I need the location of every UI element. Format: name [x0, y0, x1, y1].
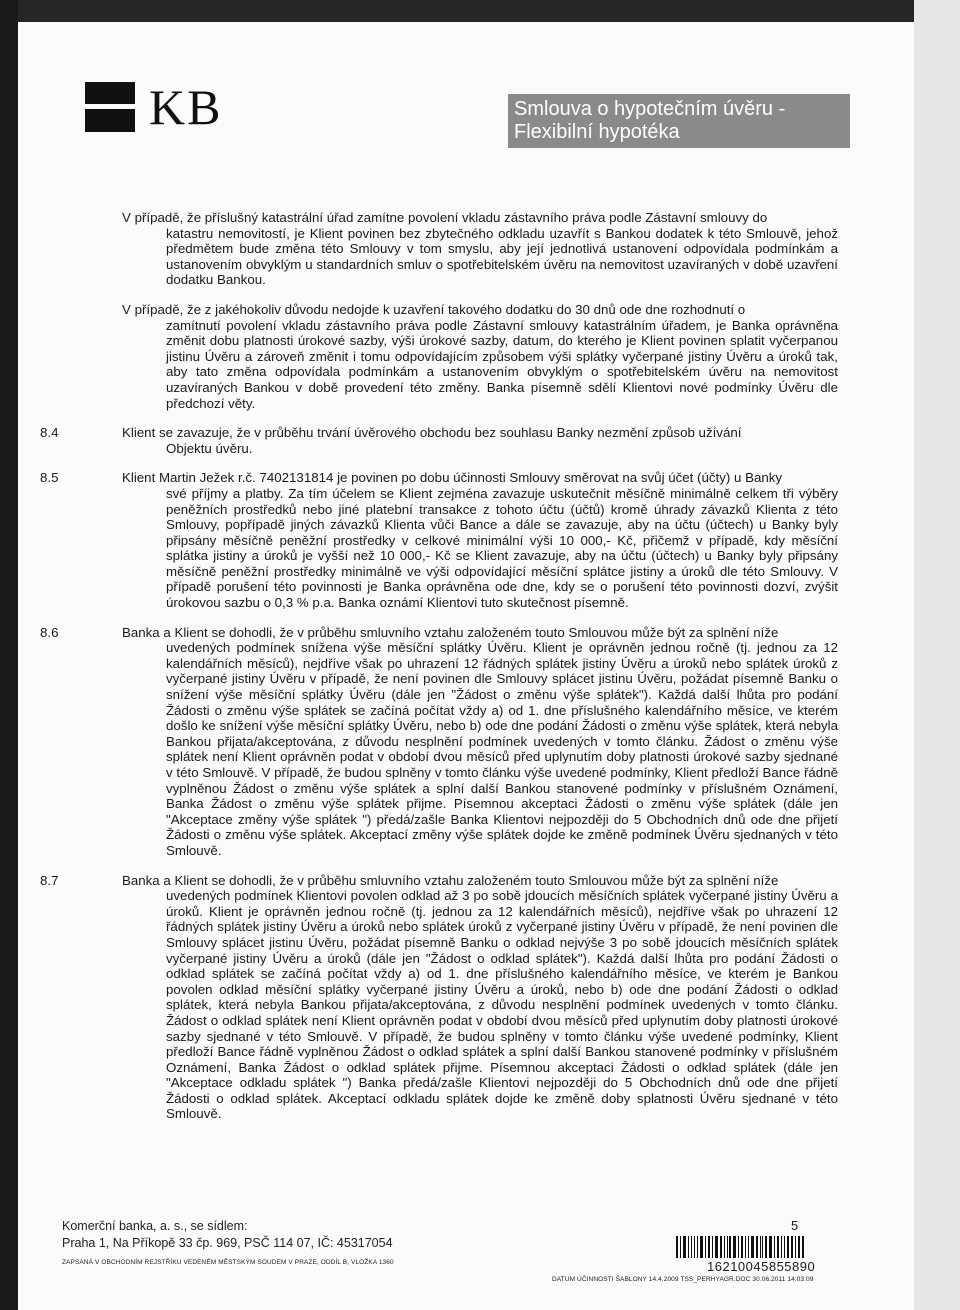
- paragraph-2: [122, 302, 838, 411]
- scan-edge-top: [0, 0, 960, 22]
- template-meta: DATUM ÚČINNOSTI ŠABLONY 14.4.2009 TSS_PERHYAGR.DOC 30.06.2011 14:03:09: [552, 1276, 814, 1283]
- clause-first-line: Klient se zavazuje, že v průběhu trvání úvěrového obchodu bez souhlasu Banky nezmění způsob užívání: [122, 425, 742, 441]
- document-body: [40, 210, 838, 1136]
- clause-8-4: [40, 425, 838, 456]
- clause-first-line: Banka a Klient se dohodli, že v průběhu smluvního vztahu založeném touto Smlouvou může být za splnění níže: [122, 872, 779, 888]
- clause-8-6: [40, 624, 838, 859]
- clause-first-line: Klient Martin Ježek r.č. 7402131814 je povinen po dobu účinnosti Smlouvy směrovat na svůj účet (účty) u Banky: [122, 470, 783, 486]
- barcode-number: 16210045855890: [707, 1259, 816, 1274]
- paragraph-2-text: zamítnutí povolení vkladu zástavního práva podle Zástavní smlouvy katastrálním úřadem, je Banka oprávněna změnit dobu platnosti úrokové sazby, výši úrokové sazby, datum, do kterého je Klient povinen splatit vyčerpanou jistinu Úvěru a zároveň změnit i tomu odpovídajícím způsobem výši splátky vyčerpané jistiny Úvěru a úroků tak, aby tato změna odpovídala podmínkám a ustanovením obvyklým o spotřebitelském úvěru na nemovitost uzavíraných Bankou v době provedení této změny. Banka písemně sdělí Klientovi nové podmínky Úvěru dle předchozí věty.: [166, 317, 838, 411]
- scan-edge-right: [914, 0, 960, 1310]
- clause-text: Objektu úvěru.: [166, 440, 253, 456]
- clause-text: uvedených podmínek Klientovi povolen odklad až 3 po sobě jdoucích měsíčních splátek vyčerpané jistiny Úvěru a úroků. Klient je oprávněn jednou ročně (tj. jednou za 12 kalendářních měsíců), nejdříve však po uhrazení 12 řádných splátek jistiny Úvěru a úroků nebo splátek úroků z vyčerpané jistiny Úvěru v případě, že není povinen dle Smlouvy splácet jistinu Úvěru, požádat písemně Banku o odklad nejvýše 3 po sobě jdoucích měsíčních splátek vyčerpané jistiny Úvěru a úroků (dále jen "Žádost o odklad splátek"). Každá další lhůta pro podání Žádosti o odklad splátek se začíná počítat vždy a) od 1. dne příslušného kalendářního měsíce, ve kterém je Bankou povolen odklad měsíční splátky vyčerpané jistiny Úvěru a úroků, nebo b) ode dne podání Žádosti o odklad splátek, která nebyla Bankou přijata/akceptována, z důvodu nesplnění podmínek uvedených v tomto článku. Žádost o odklad splátek není Klient oprávněn podat v období dvou měsíců před uplynutím doby platnosti úrokové sazby sjednané v této Smlouvě. V případě, že budou splněny v tomto článku výše uvedené podmínky, Klient předloží Bance řádně vyplněnou Žádost o odklad splátek a splní další Bankou stanovené podmínky v příslušném Oznámení, Banka Žádost o odklad splátek přijme. Písemnou akceptaci Žádosti o odklad splátek (dále jen "Akceptace odkladu splátek ") Banka předá/zašle Klientovi nejpozději do 5 Obchodních dnů ode dne přijetí Žádosti o odklad splátek. Akceptací odkladu splátek dojde ke změně doby splatnosti Úvěru sjednané v této Smlouvě.: [166, 888, 838, 1122]
- page-number: 5: [791, 1218, 799, 1233]
- paragraph-1: [122, 210, 838, 288]
- document-title: Smlouva o hypotečním úvěru - Flexibilní hypotéka: [508, 94, 850, 148]
- footer-bank-name: Komerční banka, a. s., se sídlem:: [62, 1219, 248, 1233]
- clause-8-7: [40, 872, 838, 1123]
- clause-number: 8.7: [40, 872, 59, 888]
- barcode-icon: [676, 1236, 806, 1258]
- footer-bank-info: [62, 1218, 394, 1271]
- footer-registry: ZAPSANÁ V OBCHODNÍM REJSTŘÍKU VEDENÉM MĚSTSKÝM SOUDEM V PRAZE, ODDÍL B, VLOŽKA 1360: [62, 1259, 394, 1266]
- logo-text: KB: [149, 79, 223, 135]
- clause-text: své příjmy a platby. Za tím účelem se Klient zejména zavazuje uskutečnit měsíčně minimálně celkem tři výběry peněžních prostředků nebo jiné platební transakce z tohoto účtu (účtů) kromě úhrady závazků Klienta z této Smlouvy, popřípadě jiných závazků Klienta vůči Bance a dále se zavazuje, aby na účtu (účtech) u Banky byly připsány měsíčně peněžní prostředky v celkové minimální výši 10 000,- Kč, přičemž v případě, kdy měsíční splátka jistiny a úroků je vyšší než 10 000,- Kč se Klient zavazuje, aby na účtu (účtech) u Banky byly připsány měsíčně peněžní prostředky minimálně ve výši odpovídající měsíční splátce jistiny a úroků dle této Smlouvy. V případě porušení této povinnosti je Banka oprávněna ode dne, kdy se o porušení této povinnosti dozví, zvýšit úrokovou sazbu o 0,3 % p.a. Banka oznámí Klientovi tuto skutečnost písemně.: [166, 485, 838, 611]
- kb-logo-mark-icon: [85, 82, 135, 132]
- footer-bank-address: Praha 1, Na Příkopě 33 čp. 969, PSČ 114 07, IČ: 45317054: [62, 1236, 393, 1250]
- kb-logo: [85, 79, 223, 135]
- clause-first-line: Banka a Klient se dohodli, že v průběhu smluvního vztahu založeném touto Smlouvou může být za splnění níže: [122, 624, 779, 640]
- clause-8-5: [40, 470, 838, 611]
- paragraph-1-first-line: V případě, že příslušný katastrální úřad zamítne povolení vkladu zástavního práva podle Zástavní smlouvy do: [122, 210, 768, 225]
- clause-number: 8.5: [40, 470, 59, 486]
- clause-text: uvedených podmínek snížena výše měsíční splátky Úvěru. Klient je oprávněn jednou ročně (tj. jednou za 12 kalendářních měsíců), nejdříve však po uhrazení 12 řádných splátek jistiny Úvěru a úroků nebo splátek úroků z vyčerpané jistiny Úvěru v případě, že není povinen dle Smlouvy splácet jistinu Úvěru, požádat písemně Banku o snížení výše měsíční splátky Úvěru (dále jen "Žádost o změnu výše splátek"). Každá další lhůta pro podání Žádosti o změnu výše splátek se začíná počítat vždy a) od 1. dne příslušného kalendářního měsíce, ve kterém došlo ke snížení výše měsíční splátky Úvěru, nebo b) ode dne podání Žádosti o změnu výše splátek, která nebyla Bankou přijata/akceptována, z důvodu nesplnění podmínek uvedených v tomto článku. Žádost o změnu výše splátek není Klient oprávněn podat v období dvou měsíců před uplynutím doby platnosti úrokové sazby sjednané v této Smlouvě. V případě, že budou splněny v tomto článku výše uvedené podmínky, Klient předloží Bance řádně vyplněnou Žádost o změnu výše splátek a splní další Bankou stanovené podmínky v příslušném Oznámení, Banka Žádost o změnu výše splátek přijme. Písemnou akceptaci Žádosti o změnu výše splátek (dále jen "Akceptace změny výše splátek ") předá/zašle Banka Klientovi nejpozději do 5 Obchodních dnů ode dne přijetí Žádosti o změnu výše splátek. Akceptací změny výše splátek dojde ke změně podmínek Úvěru sjednaných v této Smlouvě.: [166, 640, 838, 858]
- paragraph-2-first-line: V případě, že z jakéhokoliv důvodu nedojde k uzavření takového dodatku do 30 dnů ode dne rozhodnutí o: [122, 301, 746, 317]
- clause-number: 8.4: [40, 425, 59, 441]
- scan-edge-left: [0, 0, 18, 1310]
- paragraph-1-text: katastru nemovitostí, je Klient povinen bez zbytečného odkladu uzavřít s Bankou dodatek k této Smlouvě, jehož předmětem bude změna této Smlouvy v tom smyslu, aby její jednotlivá ustanovení odpovídala podmínkám a ustanovením obvyklým u standardních smluv o spotřebitelském úvěru na nemovitost uzavíraných v době uzavření dodatku Bankou.: [166, 225, 838, 288]
- clause-number: 8.6: [40, 624, 59, 640]
